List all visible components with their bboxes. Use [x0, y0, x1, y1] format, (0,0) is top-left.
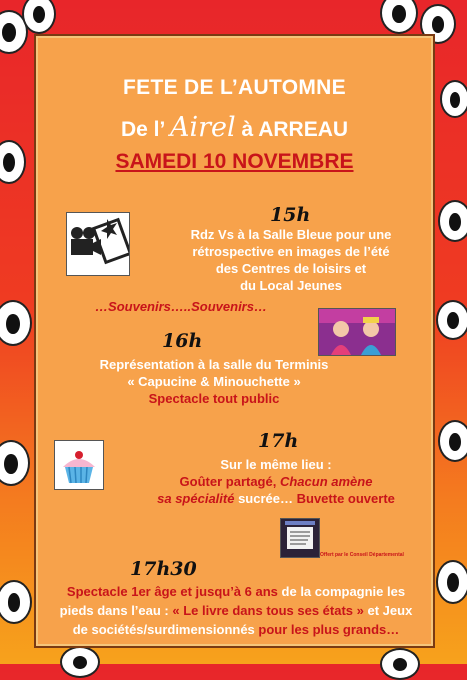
- eye-decoration: [0, 440, 30, 486]
- performers-photo: [318, 308, 396, 356]
- poster-title: FETE DE L’AUTOMNE: [123, 76, 346, 99]
- time-17h30: 17h30: [130, 558, 197, 580]
- everyone-brings: Chacun amène: [279, 474, 373, 489]
- eye-decoration: [0, 300, 32, 346]
- time-16h: 16h: [162, 330, 203, 352]
- event-date: SAMEDI 10 NOVEMBRE: [115, 150, 354, 173]
- event-15h-note: …Souvenirs…..Souvenirs…: [95, 299, 267, 314]
- sweet: sucrée…: [238, 491, 293, 506]
- book-show-title: « Le livre dans tous ses états »: [172, 603, 364, 618]
- event-15h-description: [156, 226, 426, 294]
- eye-decoration: [438, 200, 467, 242]
- event-17h-description: [136, 456, 416, 507]
- for-older-kids: pour les plus grands…: [258, 622, 400, 637]
- show-title: « Capucine & Minouchette »: [127, 374, 301, 389]
- eye-decoration: [440, 80, 467, 118]
- event-17h-line: Sur le même lieu :: [220, 457, 332, 472]
- eye-decoration: [436, 560, 467, 604]
- eye-decoration: [60, 646, 100, 678]
- sponsor-caption: Offert par le Conseil Départemental: [320, 552, 404, 558]
- eye-decoration: [436, 300, 467, 340]
- specialty: sa spécialité: [157, 491, 235, 506]
- company-name: pieds dans l’eau :: [59, 603, 169, 618]
- book-photo: [280, 518, 320, 558]
- eye-decoration: [0, 140, 26, 184]
- baby-show: Spectacle 1er âge et jusqu’à 6 ans: [66, 584, 278, 599]
- event-15h-line: des Centres de loisirs et: [215, 261, 367, 276]
- shared-snack: Goûter partagé,: [179, 474, 277, 489]
- subtitle-suffix: à ARREAU: [241, 118, 349, 141]
- airel-name: Airel: [169, 112, 236, 143]
- event-15h-line: Rdz Vs à la Salle Bleue pour une: [190, 227, 392, 242]
- eye-decoration: [438, 420, 467, 462]
- subtitle-prefix: De l’: [120, 118, 165, 141]
- eye-decoration: [380, 0, 418, 34]
- time-17h: 17h: [258, 430, 299, 452]
- poster-subtitle: [36, 112, 433, 143]
- event-17h30-description: [40, 582, 432, 639]
- event-16h-audience: Spectacle tout public: [148, 391, 280, 406]
- cupcake-icon: [54, 440, 104, 490]
- film-camera-icon: [66, 212, 130, 276]
- poster-panel: [34, 34, 435, 648]
- board-games: de sociétés/surdimensionnés: [72, 622, 255, 637]
- eye-decoration: [380, 648, 420, 680]
- bar-open: Buvette ouverte: [296, 491, 395, 506]
- event-16h-line: Représentation à la salle du Terminis: [99, 357, 329, 372]
- games-intro: et Jeux: [367, 603, 413, 618]
- event-15h-line: rétrospective en images de l’été: [192, 244, 390, 259]
- eye-decoration: [22, 0, 56, 34]
- event-15h-line: du Local Jeunes: [240, 278, 342, 293]
- time-15h: 15h: [270, 204, 311, 226]
- event-16h-description: [44, 356, 384, 407]
- eye-decoration: [0, 580, 32, 624]
- company-intro: de la compagnie les: [281, 584, 406, 599]
